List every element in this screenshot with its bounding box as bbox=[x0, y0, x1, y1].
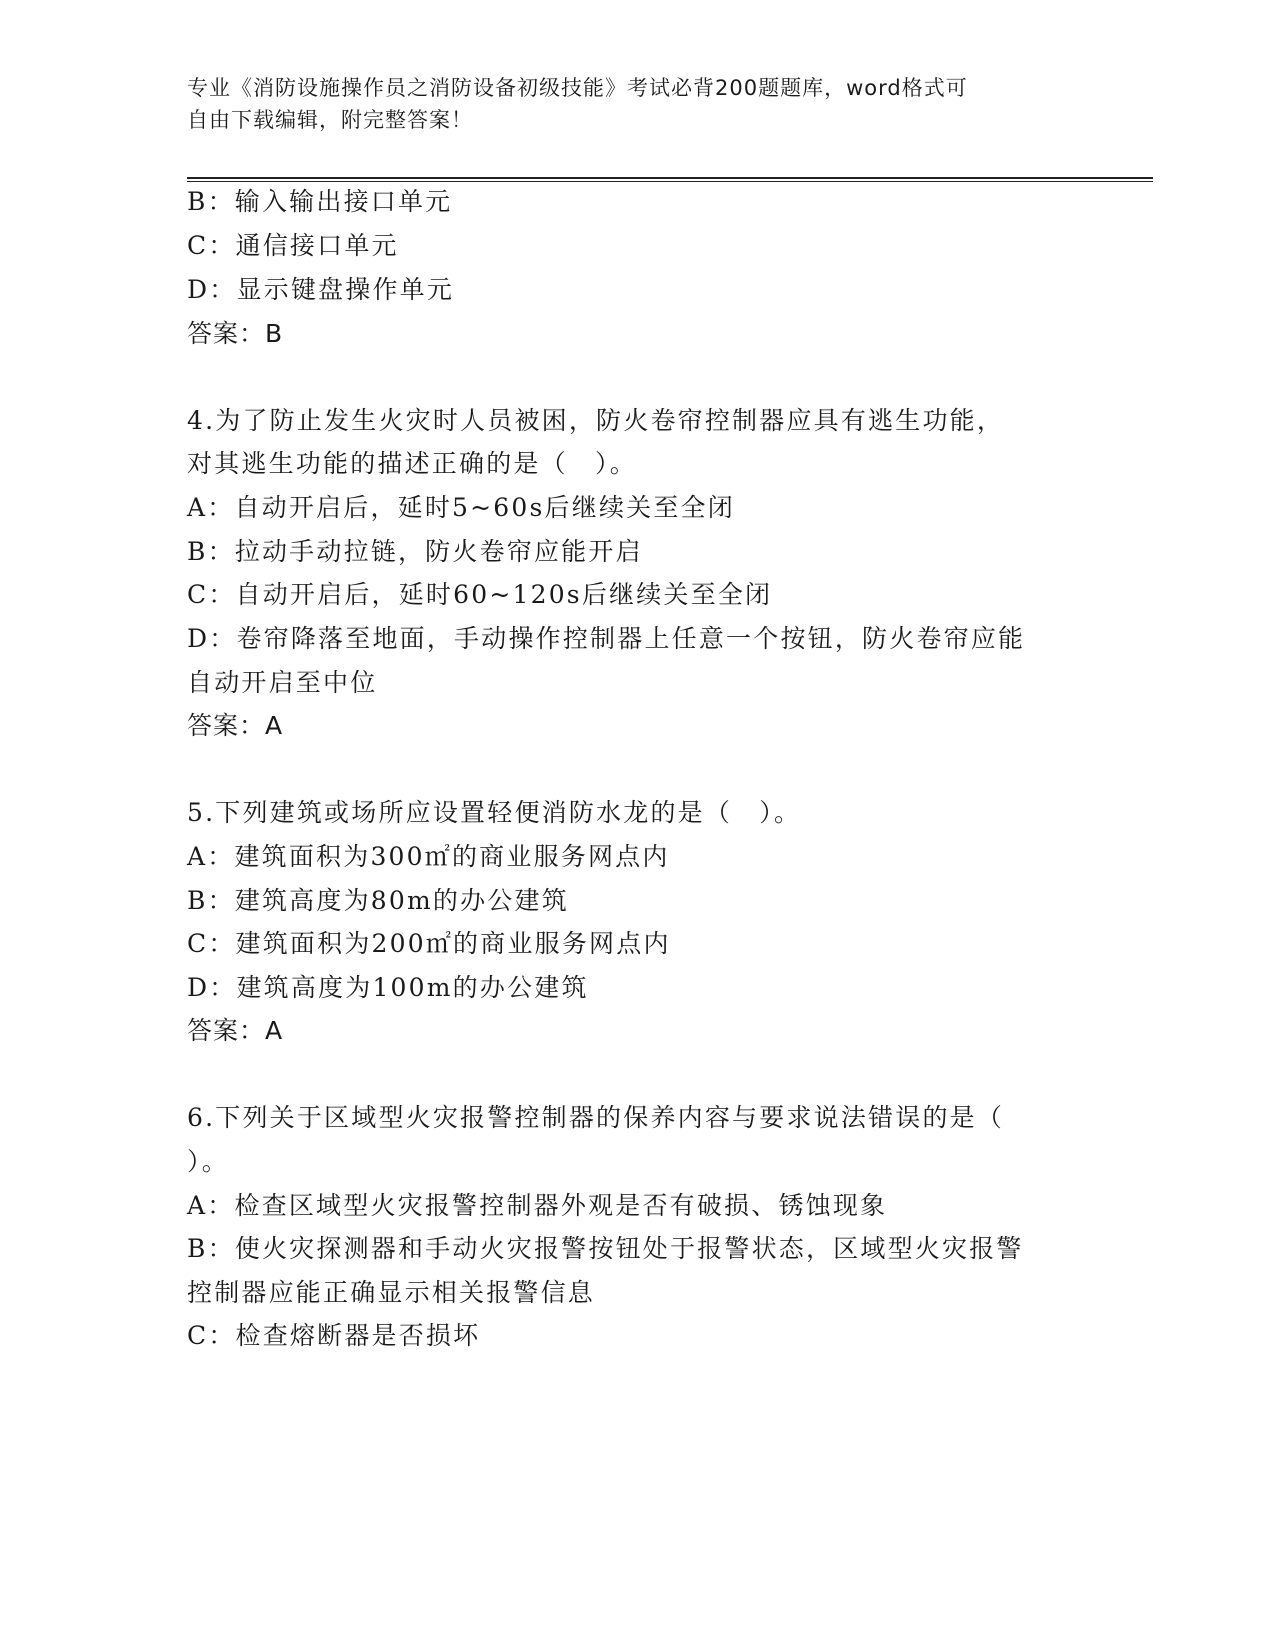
q5-stem: 5.下列建筑或场所应设置轻便消防水龙的是（ ）。 bbox=[187, 798, 802, 827]
q5-option-b: B：建筑高度为80m的办公建筑 bbox=[187, 886, 569, 915]
q5-answer: 答案：A bbox=[187, 1016, 284, 1045]
q4-option-d-line1: D：卷帘降落至地面，手动操作控制器上任意一个按钮，防火卷帘应能 bbox=[187, 624, 1026, 653]
q3-option-d: D：显示键盘操作单元 bbox=[187, 275, 455, 304]
q3-answer: 答案：B bbox=[187, 319, 284, 348]
page-header bbox=[187, 72, 1067, 136]
q3-option-b: B：输入输出接口单元 bbox=[187, 187, 453, 216]
q6-option-a: A：检查区域型火灾报警控制器外观是否有破损、锈蚀现象 bbox=[187, 1191, 888, 1220]
q4-stem-line1: 4.为了防止发生火灾时人员被困，防火卷帘控制器应具有逃生功能， bbox=[187, 406, 1005, 435]
q6-option-b-line1: B：使火灾探测器和手动火灾报警按钮处于报警状态，区域型火灾报警 bbox=[187, 1234, 1024, 1263]
q4-stem-line2: 对其逃生功能的描述正确的是（ ）。 bbox=[187, 449, 637, 478]
q6-option-c: C：检查熔断器是否损坏 bbox=[187, 1321, 481, 1350]
q3-option-c: C：通信接口单元 bbox=[187, 231, 399, 260]
q5-option-c: C：建筑面积为200㎡的商业服务网点内 bbox=[187, 929, 671, 958]
header-title-line2: 自由下载编辑，附完整答案！ bbox=[187, 108, 473, 132]
q4-option-b: B：拉动手动拉链，防火卷帘应能开启 bbox=[187, 537, 643, 566]
header-title-line1: 专业《消防设施操作员之消防设备初级技能》考试必背200题题库，word格式可 bbox=[187, 76, 968, 100]
q5-option-a: A：建筑面积为300㎡的商业服务网点内 bbox=[187, 842, 670, 871]
q6-stem-line1: 6.下列关于区域型火灾报警控制器的保养内容与要求说法错误的是（ bbox=[187, 1103, 1005, 1132]
q6-stem-line2: ）。 bbox=[187, 1147, 229, 1176]
q6-option-b-line2: 控制器应能正确显示相关报警信息 bbox=[187, 1278, 596, 1307]
q4-answer: 答案：A bbox=[187, 711, 284, 740]
q5-option-d: D：建筑高度为100m的办公建筑 bbox=[187, 973, 589, 1002]
header-divider bbox=[187, 177, 1153, 182]
q4-option-d-line2: 自动开启至中位 bbox=[187, 668, 378, 697]
q4-option-c: C：自动开启后，延时60~120s后继续关至全闭 bbox=[187, 580, 773, 609]
q4-option-a: A：自动开启后，延时5~60s后继续关至全闭 bbox=[187, 493, 735, 522]
